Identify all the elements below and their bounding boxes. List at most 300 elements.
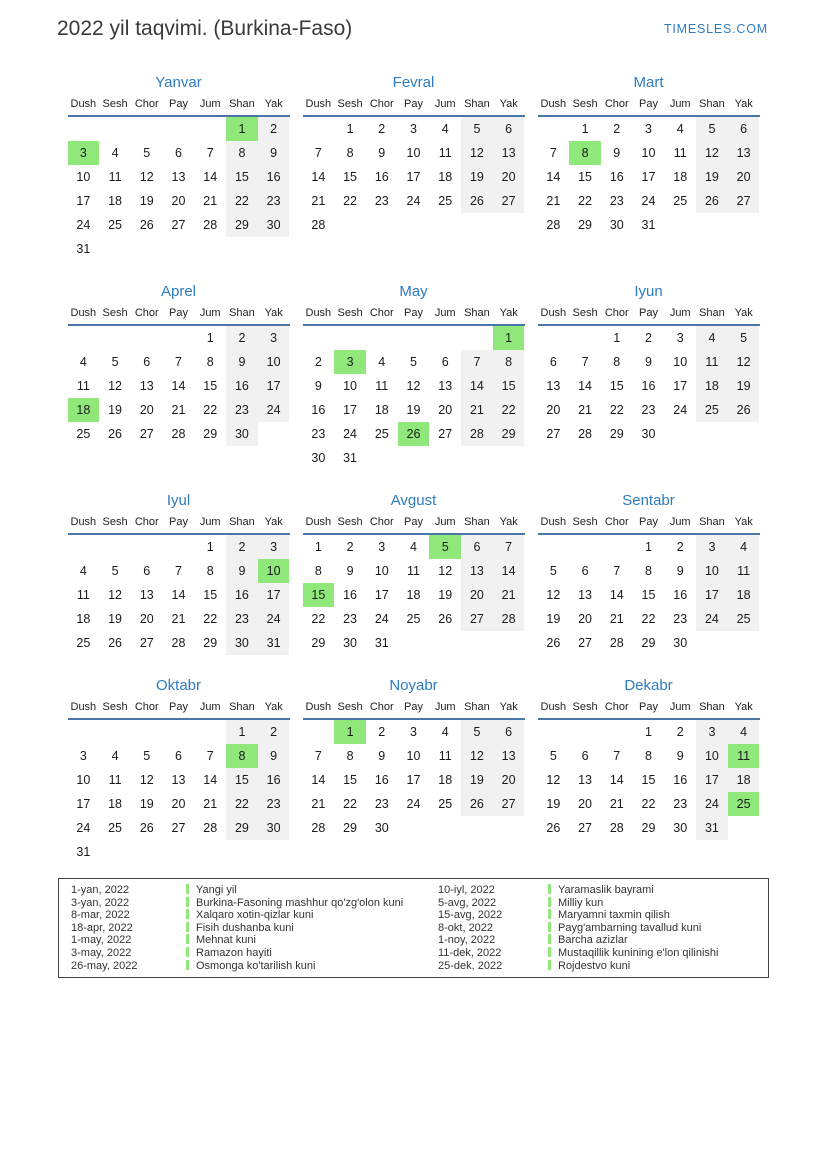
month-noyabr (303, 676, 525, 840)
month-may (303, 282, 525, 470)
week-row (68, 374, 290, 398)
day-cell: 4 (676, 122, 684, 136)
day-cell-empty (398, 446, 430, 470)
day-cell: 9 (258, 141, 290, 165)
day-cell: 21 (311, 797, 326, 811)
day-cell: 28 (609, 821, 624, 835)
day-cell: 16 (374, 773, 389, 787)
day-cell: 26 (108, 427, 123, 441)
weekday-header-row (68, 699, 290, 720)
day-cell: 26 (546, 821, 561, 835)
day-cell: 18 (374, 403, 389, 417)
day-cell: 20 (171, 194, 186, 208)
day-cell: 11 (438, 749, 452, 763)
day-cell: 17 (696, 768, 728, 792)
holiday-name-text: Xalqaro xotin-qizlar kuni (196, 909, 314, 922)
day-cell: 21 (203, 797, 218, 811)
day-cell: 8 (493, 350, 525, 374)
weekday-header-row (303, 699, 525, 720)
month-fevral (303, 73, 525, 237)
day-cell: 7 (314, 749, 322, 763)
day-cell: 28 (578, 427, 593, 441)
day-cell: 27 (139, 636, 154, 650)
day-cell: 5 (696, 117, 728, 141)
day-cell-empty (258, 840, 290, 864)
day-cell: 3 (378, 540, 386, 554)
day-cell: 22 (203, 612, 218, 626)
day-cell-empty (461, 816, 493, 840)
day-cell: 22 (343, 797, 358, 811)
day-cell: 17 (76, 797, 91, 811)
day-cell-empty (569, 535, 601, 559)
month-title: Sentabr (622, 492, 675, 509)
week-row (68, 213, 290, 237)
weekday-label: Jum (669, 701, 691, 713)
holiday-name (548, 897, 768, 910)
day-cell: 25 (374, 427, 389, 441)
day-cell: 19 (696, 165, 728, 189)
day-cell: 17 (258, 583, 290, 607)
day-cell-empty (99, 326, 131, 350)
day-cell: 5 (111, 355, 119, 369)
week-row (68, 422, 290, 446)
day-cell: 17 (673, 379, 688, 393)
week-row (68, 816, 290, 840)
day-cell: 9 (314, 379, 322, 393)
week-row (538, 374, 760, 398)
day-cell: 15 (203, 588, 218, 602)
day-cell: 12 (461, 141, 493, 165)
day-cell: 17 (374, 588, 389, 602)
weekday-label: Jum (434, 307, 456, 319)
day-cell-empty (664, 213, 696, 237)
day-cell: 4 (79, 355, 87, 369)
week-row (303, 141, 525, 165)
week-row (303, 165, 525, 189)
day-cell: 2 (258, 117, 290, 141)
weekday-label: Chor (604, 701, 629, 713)
weekday-header-row (538, 514, 760, 535)
day-cell: 4 (441, 122, 449, 136)
day-cell: 28 (311, 821, 326, 835)
week-row (538, 165, 760, 189)
day-cell-empty (131, 720, 163, 744)
weekday-header-row (538, 96, 760, 117)
day-cell: 19 (728, 374, 760, 398)
day-cell: 16 (311, 403, 326, 417)
holiday-name-text: Osmonga ko'tarilish kuni (196, 959, 316, 972)
day-cell: 18 (438, 170, 453, 184)
day-cell: 2 (378, 725, 386, 739)
weekday-label: Chor (604, 98, 629, 110)
holiday-date: 8-mar, 2022 (71, 909, 130, 922)
day-cell: 3 (79, 749, 87, 763)
week-row (538, 398, 760, 422)
weekday-label: Jum (669, 98, 691, 110)
weekday-label: Yak (264, 98, 283, 110)
week-row (538, 583, 760, 607)
week-row (68, 326, 290, 350)
day-cell: 7 (314, 146, 322, 160)
weekday-label: Jum (199, 307, 221, 319)
day-cell: 25 (76, 427, 91, 441)
day-cell-empty (493, 631, 525, 655)
day-cell: 23 (258, 792, 290, 816)
day-cell: 21 (546, 194, 561, 208)
day-cell: 3 (676, 331, 684, 345)
day-cell: 14 (546, 170, 561, 184)
day-cell: 27 (461, 607, 493, 631)
day-cell: 26 (108, 636, 123, 650)
day-cell: 8 (346, 146, 354, 160)
day-cell: 29 (578, 218, 593, 232)
day-cell-empty (696, 422, 728, 446)
day-cell: 13 (493, 744, 525, 768)
day-cell-empty (461, 446, 493, 470)
day-cell: 27 (578, 821, 593, 835)
weekday-label: Sesh (102, 701, 128, 713)
day-cell: 8 (645, 564, 652, 578)
day-cell: 25 (438, 797, 453, 811)
day-cell-empty (258, 237, 290, 261)
week-row (68, 792, 290, 816)
holiday-date: 5-avg, 2022 (438, 896, 497, 909)
weekday-label: Sesh (572, 98, 598, 110)
month-title: Yanvar (155, 74, 202, 91)
weekday-label: Chor (604, 307, 629, 319)
day-cell: 10 (406, 146, 421, 160)
weekday-header-row (68, 96, 290, 117)
day-cell-empty (538, 117, 570, 141)
day-cell: 10 (343, 379, 358, 393)
month-title: Oktabr (155, 677, 201, 694)
day-cell: 9 (378, 749, 386, 763)
day-cell: 24 (406, 194, 421, 208)
day-cell: 24 (76, 821, 91, 835)
weekday-label: Dush (70, 701, 97, 713)
day-cell: 8 (314, 564, 322, 578)
weekday-label: Sesh (337, 516, 363, 528)
day-cell: 23 (343, 612, 358, 626)
weekday-label: Dush (305, 98, 332, 110)
day-cell: 28 (546, 218, 561, 232)
day-cell: 30 (226, 422, 258, 446)
day-cell: 4 (728, 535, 760, 559)
day-cell-empty (194, 720, 226, 744)
day-cell: 13 (171, 773, 186, 787)
day-cell: 1 (206, 540, 214, 554)
day-cell: 10 (696, 744, 728, 768)
weekday-label: Shan (699, 516, 725, 528)
day-cell-empty (194, 840, 226, 864)
day-cell: 24 (258, 607, 290, 631)
day-cell-empty (538, 535, 570, 559)
weekday-label: Shan (229, 307, 255, 319)
day-cell: 22 (226, 189, 258, 213)
day-cell: 13 (438, 379, 453, 393)
day-cell: 21 (461, 398, 493, 422)
week-row (68, 559, 290, 583)
day-cell: 6 (728, 117, 760, 141)
day-cell-empty (131, 840, 163, 864)
weekday-label: Chor (134, 701, 159, 713)
holiday-date: 25-dek, 2022 (438, 959, 503, 972)
day-cell-empty (493, 446, 525, 470)
day-cell: 19 (139, 797, 154, 811)
weekday-label: Pay (169, 701, 188, 713)
holiday-name-text: Yangi yil (196, 884, 237, 896)
holiday-name (548, 884, 768, 897)
day-cell-empty (366, 326, 398, 350)
day-cell: 14 (461, 374, 493, 398)
week-row (538, 213, 760, 237)
day-cell: 30 (343, 636, 358, 650)
day-cell-empty (303, 720, 335, 744)
day-cell: 10 (258, 559, 290, 583)
day-cell-empty (226, 237, 258, 261)
holiday-marker (548, 884, 551, 894)
month-avgust (303, 491, 525, 655)
weekday-label: Shan (699, 701, 725, 713)
day-cell-empty (334, 326, 366, 350)
holiday-name (186, 960, 438, 973)
holiday-date: 26-may, 2022 (71, 959, 138, 972)
day-cell: 23 (311, 427, 326, 441)
day-cell: 31 (374, 636, 389, 650)
day-cell-empty (493, 213, 525, 237)
day-cell: 23 (258, 189, 290, 213)
day-cell: 19 (406, 403, 421, 417)
holiday-date: 18-apr, 2022 (71, 921, 133, 934)
weekday-label: Jum (199, 516, 221, 528)
day-cell: 28 (461, 422, 493, 446)
day-cell: 25 (108, 218, 123, 232)
day-cell: 6 (581, 564, 589, 578)
day-cell-empty (226, 840, 258, 864)
day-cell: 6 (493, 720, 525, 744)
holiday-name (548, 909, 768, 922)
week-row (303, 213, 525, 237)
day-cell: 9 (378, 146, 386, 160)
day-cell: 14 (311, 170, 326, 184)
day-cell: 7 (175, 355, 182, 369)
day-cell: 11 (696, 350, 728, 374)
day-cell: 12 (139, 773, 154, 787)
day-cell: 2 (226, 535, 258, 559)
day-cell: 24 (696, 792, 728, 816)
weekday-label: Chor (134, 307, 159, 319)
day-cell-empty (163, 720, 195, 744)
holiday-marker (548, 960, 551, 970)
day-cell-empty (696, 213, 728, 237)
weekday-label: Sesh (337, 307, 363, 319)
day-cell: 2 (258, 720, 290, 744)
day-cell: 15 (493, 374, 525, 398)
week-row (538, 422, 760, 446)
day-cell: 24 (673, 403, 688, 417)
day-cell: 1 (226, 117, 258, 141)
day-cell: 19 (108, 612, 123, 626)
day-cell: 14 (171, 379, 186, 393)
day-cell-empty (398, 816, 430, 840)
day-cell: 18 (68, 398, 100, 422)
day-cell-empty (163, 840, 195, 864)
week-row (303, 535, 525, 559)
day-cell: 23 (226, 398, 258, 422)
day-cell-empty (728, 422, 760, 446)
day-cell: 19 (139, 194, 154, 208)
weekday-label: Shan (464, 516, 490, 528)
day-cell: 29 (311, 636, 326, 650)
day-cell: 8 (226, 744, 258, 768)
day-cell: 18 (406, 588, 421, 602)
weekday-header-row (303, 514, 525, 535)
day-cell-empty (68, 117, 100, 141)
weekday-label: Jum (434, 701, 456, 713)
day-cell: 22 (641, 797, 656, 811)
day-cell: 29 (203, 636, 218, 650)
day-cell: 7 (206, 146, 214, 160)
day-cell: 28 (609, 636, 624, 650)
day-cell-empty (569, 326, 601, 350)
week-row (538, 326, 760, 350)
day-cell: 8 (346, 749, 354, 763)
weekday-label: Dush (305, 701, 332, 713)
day-cell: 4 (79, 564, 87, 578)
weekday-label: Sesh (337, 98, 363, 110)
day-cell: 14 (609, 588, 624, 602)
day-cell: 15 (226, 768, 258, 792)
day-cell: 11 (728, 744, 760, 768)
day-cell: 25 (728, 607, 760, 631)
day-cell: 5 (429, 535, 461, 559)
day-cell: 10 (641, 146, 656, 160)
day-cell-empty (303, 117, 335, 141)
holiday-name (186, 897, 438, 910)
day-cell: 23 (609, 194, 624, 208)
weekday-label: Jum (199, 98, 221, 110)
weekday-label: Pay (639, 98, 658, 110)
day-cell-empty (163, 117, 195, 141)
month-iyun (538, 282, 760, 446)
week-row (303, 792, 525, 816)
holiday-marker (548, 934, 551, 944)
holiday-name-text: Burkina-Fasoning mashhur qo'zg'olon kuni (196, 896, 404, 909)
weekday-label: Pay (404, 98, 423, 110)
day-cell-empty (194, 117, 226, 141)
day-cell-empty (538, 326, 570, 350)
day-cell: 15 (641, 588, 656, 602)
day-cell: 12 (461, 744, 493, 768)
weekday-label: Pay (404, 516, 423, 528)
months-grid (0, 73, 827, 864)
day-cell: 13 (139, 379, 154, 393)
day-cell: 1 (613, 331, 621, 345)
day-cell: 12 (546, 588, 561, 602)
week-row (303, 816, 525, 840)
day-cell: 14 (493, 559, 525, 583)
day-cell: 25 (438, 194, 453, 208)
day-cell: 7 (175, 564, 182, 578)
weekday-label: Shan (229, 701, 255, 713)
holiday-name (548, 922, 768, 935)
day-cell: 6 (581, 749, 589, 763)
day-cell: 26 (139, 821, 154, 835)
timesles-link[interactable]: TIMESLES.COM (663, 22, 768, 36)
day-cell: 20 (438, 403, 453, 417)
day-cell: 24 (696, 607, 728, 631)
holiday-date: 11-dek, 2022 (438, 946, 502, 959)
day-cell: 29 (203, 427, 218, 441)
day-cell-empty (601, 535, 633, 559)
day-cell: 7 (613, 564, 621, 578)
day-cell: 23 (226, 607, 258, 631)
weekday-header-row (303, 305, 525, 326)
day-cell: 15 (641, 773, 656, 787)
day-cell-empty (258, 422, 290, 446)
day-cell-empty (163, 237, 195, 261)
week-row (303, 559, 525, 583)
day-cell: 5 (549, 749, 557, 763)
week-row (538, 792, 760, 816)
holiday-marker (186, 897, 189, 907)
day-cell: 23 (641, 403, 656, 417)
day-cell: 16 (609, 170, 624, 184)
holiday-name (548, 960, 768, 973)
day-cell: 18 (696, 374, 728, 398)
day-cell: 28 (171, 427, 186, 441)
day-cell-empty (728, 631, 760, 655)
week-row (538, 350, 760, 374)
weekday-label: Pay (639, 701, 658, 713)
day-cell: 6 (143, 355, 151, 369)
holiday-name (186, 884, 438, 897)
weekday-label: Chor (604, 516, 629, 528)
weekday-header-row (68, 305, 290, 326)
weekday-label: Pay (639, 516, 658, 528)
day-cell: 16 (258, 768, 290, 792)
day-cell: 29 (609, 427, 624, 441)
month-dekabr (538, 676, 760, 840)
weekday-label: Pay (169, 98, 188, 110)
day-cell: 21 (311, 194, 326, 208)
weekday-label: Yak (734, 307, 753, 319)
day-cell: 9 (346, 564, 354, 578)
holiday-marker (186, 960, 189, 970)
weekday-label: Shan (464, 307, 490, 319)
holiday-name-text: Mehnat kuni (196, 934, 256, 947)
weekday-label: Jum (669, 516, 691, 528)
day-cell-empty (398, 631, 430, 655)
day-cell: 5 (111, 564, 119, 578)
day-cell-empty (569, 720, 601, 744)
day-cell: 19 (461, 165, 493, 189)
day-cell: 11 (728, 559, 760, 583)
day-cell: 4 (378, 355, 386, 369)
day-cell: 26 (546, 636, 561, 650)
week-row (538, 607, 760, 631)
holiday-date: 3-yan, 2022 (71, 896, 130, 909)
day-cell: 3 (410, 122, 417, 136)
weekday-label: Chor (369, 307, 394, 319)
holiday-marker (186, 947, 189, 957)
day-cell: 6 (493, 117, 525, 141)
day-cell-empty (303, 326, 335, 350)
day-cell: 14 (311, 773, 326, 787)
day-cell: 27 (139, 427, 154, 441)
day-cell: 10 (76, 773, 91, 787)
week-row (538, 559, 760, 583)
